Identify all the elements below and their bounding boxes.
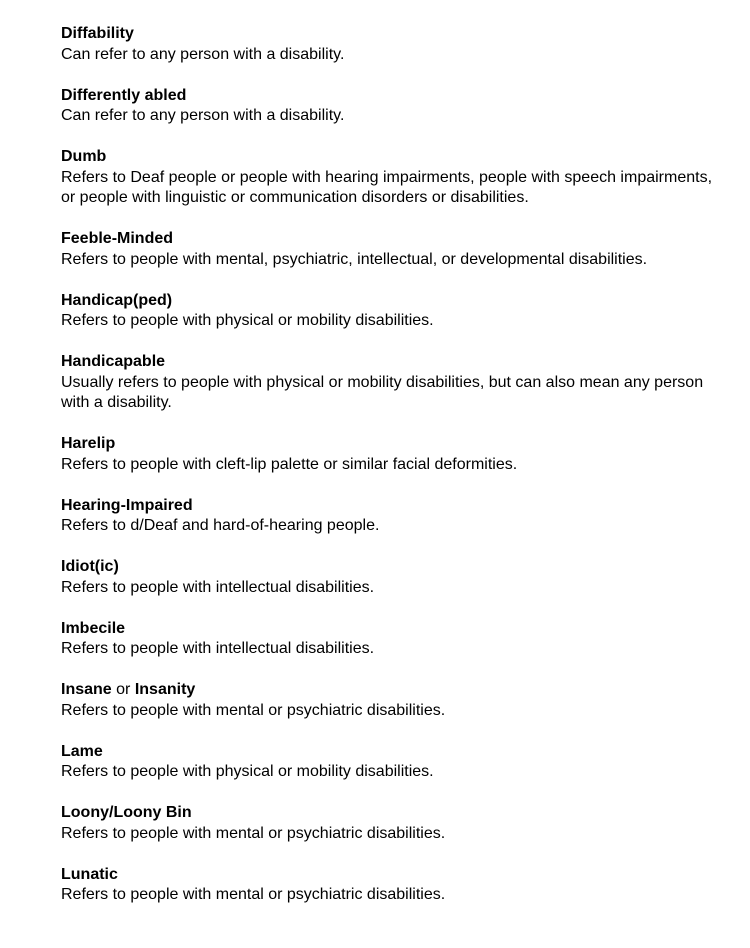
entry-term: Differently abled: [61, 86, 187, 104]
entry-term: Loony/Loony Bin: [61, 804, 192, 821]
entry-term: Handicap(ped): [61, 291, 173, 309]
glossary-entry: [61, 496, 721, 537]
glossary-entry: [61, 147, 721, 209]
glossary-entry: [61, 434, 721, 475]
entry-term: Insane: [61, 681, 112, 698]
entry-definition: Can refer to any person with a disability.: [61, 45, 345, 63]
entry-definition: Refers to people with intellectual disabilities.: [61, 578, 375, 596]
glossary-entry: [61, 557, 721, 598]
entry-definition: Refers to people with mental or psychiatric disabilities.: [61, 701, 446, 719]
entry-term: Lunatic: [61, 865, 118, 883]
entry-term: Dumb: [61, 148, 107, 165]
glossary-entry: [61, 680, 721, 721]
entry-definition: Refers to Deaf people or people with hearing impairments, people with speech impairments, or people with linguistic or communication disorders or disabilities.: [61, 168, 713, 206]
glossary-entry: [61, 229, 721, 270]
entry-term: Harelip: [61, 435, 116, 452]
glossary-entry: [61, 24, 721, 65]
glossary-entry: [61, 352, 721, 414]
entry-definition: Refers to people with cleft-lip palette or similar facial deformities.: [61, 455, 518, 473]
entry-term: Idiot(ic): [61, 558, 119, 575]
entry-definition: Refers to people with intellectual disabilities.: [61, 640, 375, 657]
entry-definition: Refers to people with mental, psychiatric, intellectual, or developmental disabilities.: [61, 250, 648, 268]
entry-term-alt: Insanity: [134, 681, 196, 698]
entry-term: Handicapable: [61, 353, 166, 370]
glossary-entry: [61, 86, 721, 127]
glossary-entry: [61, 291, 721, 332]
entry-term: Hearing-Impaired: [61, 496, 193, 514]
glossary-page: [61, 24, 721, 926]
entry-definition: Can refer to any person with a disability.: [61, 107, 345, 124]
entry-definition: Refers to people with physical or mobility disabilities.: [61, 312, 434, 329]
entry-term: Imbecile: [61, 619, 126, 637]
entry-term-group: [61, 680, 721, 701]
entry-definition: Refers to d/Deaf and hard-of-hearing people.: [61, 517, 380, 534]
entry-definition: Usually refers to people with physical or mobility disabilities, but can also mean any person with a disability.: [61, 373, 704, 411]
entry-definition: Refers to people with mental or psychiatric disabilities.: [61, 886, 446, 903]
glossary-entry: [61, 742, 721, 783]
glossary-entry: [61, 619, 721, 660]
entry-term: Lame: [61, 742, 103, 760]
entry-term: Feeble-Minded: [61, 230, 174, 247]
entry-term: Diffability: [61, 25, 134, 42]
entry-definition: Refers to people with mental or psychiatric disabilities.: [61, 824, 446, 842]
glossary-entry: [61, 803, 721, 844]
glossary-entry: [61, 865, 721, 906]
entry-term-joiner: or: [116, 681, 131, 698]
entry-definition: Refers to people with physical or mobility disabilities.: [61, 763, 434, 780]
